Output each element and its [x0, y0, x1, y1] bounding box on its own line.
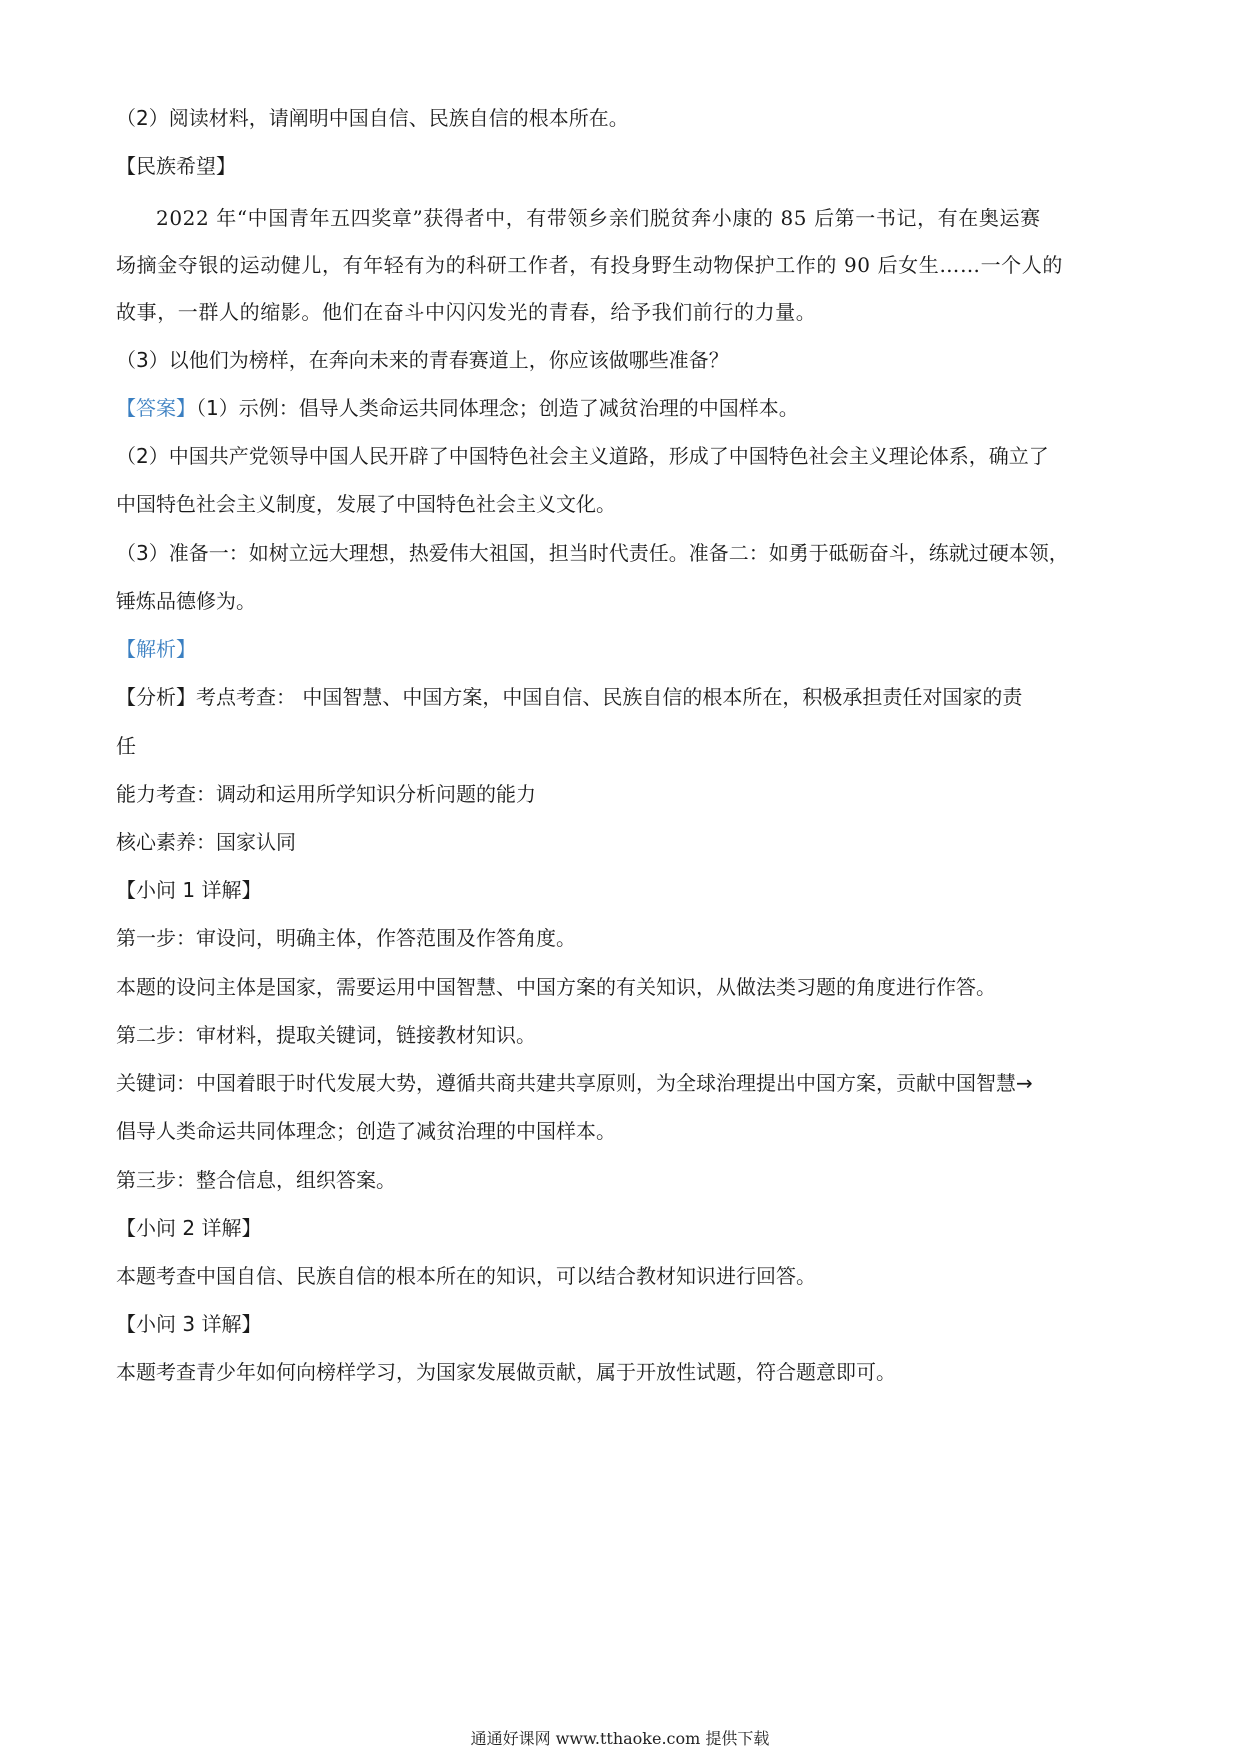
sub1-step2: 第二步：审材料，提取关键词，链接教材知识。	[116, 1023, 536, 1047]
analysis-fenxi-line: 任	[116, 734, 136, 758]
answer-line-1	[116, 394, 1126, 422]
section-heading: 【民族希望】	[116, 154, 236, 178]
sub1-step3: 第三步：整合信息，组织答案。	[116, 1168, 396, 1192]
material-line: 故事，一群人的缩影。他们在奋斗中闪闪发光的青春，给予我们前行的力量。	[116, 300, 817, 324]
sub3-heading: 【小问 3 详解】	[116, 1312, 262, 1336]
answer-3-line: （3）准备一：如树立远大理想，热爱伟大祖国，担当时代责任。准备二：如勇于砥砺奋斗，练就过硬本领，	[116, 541, 1069, 565]
footer-source: 通通好课网 www.tthaoke.com 提供下载	[470, 1729, 770, 1748]
answer-label: 【答案】	[116, 396, 196, 420]
ability-line: 能力考查：调动和运用所学知识分析问题的能力	[116, 782, 536, 806]
sub1-keywords-line: 倡导人类命运共同体理念；创造了减贫治理的中国样本。	[116, 1119, 616, 1143]
material-line: 2022 年“中国青年五四奖章”获得者中，有带领乡亲们脱贫奔小康的 85 后第一书记，有在奥运赛	[156, 206, 1041, 230]
sub3-text: 本题考查青少年如何向榜样学习，为国家发展做贡献，属于开放性试题，符合题意即可。	[116, 1360, 896, 1384]
sub2-heading: 【小问 2 详解】	[116, 1216, 262, 1240]
sub1-keywords-line: 关键词：中国着眼于时代发展大势，遵循共商共建共享原则，为全球治理提出中国方案，贡献中国智慧→	[116, 1071, 1033, 1095]
material-line: 场摘金夺银的运动健儿，有年轻有为的科研工作者，有投身野生动物保护工作的 90 后女生……一个人的	[116, 253, 1063, 277]
question-2: （2）阅读材料，请阐明中国自信、民族自信的根本所在。	[116, 106, 629, 130]
question-3: （3）以他们为榜样，在奔向未来的青春赛道上，你应该做哪些准备？	[116, 348, 729, 372]
sub1-step1: 第一步：审设问，明确主体，作答范围及作答角度。	[116, 926, 576, 950]
answer-2-line: （2）中国共产党领导中国人民开辟了中国特色社会主义道路，形成了中国特色社会主义理论体系，确立了	[116, 444, 1049, 468]
answer-1: （1）示例：倡导人类命运共同体理念；创造了减贫治理的中国样本。	[196, 396, 799, 420]
literacy-line: 核心素养：国家认同	[116, 830, 296, 854]
sub2-text: 本题考查中国自信、民族自信的根本所在的知识，可以结合教材知识进行回答。	[116, 1264, 816, 1288]
analysis-label: 【解析】	[116, 637, 196, 661]
answer-2-line: 中国特色社会主义制度，发展了中国特色社会主义文化。	[116, 492, 616, 516]
sub1-step1-detail: 本题的设问主体是国家，需要运用中国智慧、中国方案的有关知识，从做法类习题的角度进行作答。	[116, 975, 996, 999]
sub1-heading: 【小问 1 详解】	[116, 878, 262, 902]
analysis-fenxi-line: 【分析】考点考查： 中国智慧、中国方案，中国自信、民族自信的根本所在，积极承担责任对国家的责	[116, 685, 1023, 709]
answer-3-line: 锤炼品德修为。	[116, 589, 256, 613]
